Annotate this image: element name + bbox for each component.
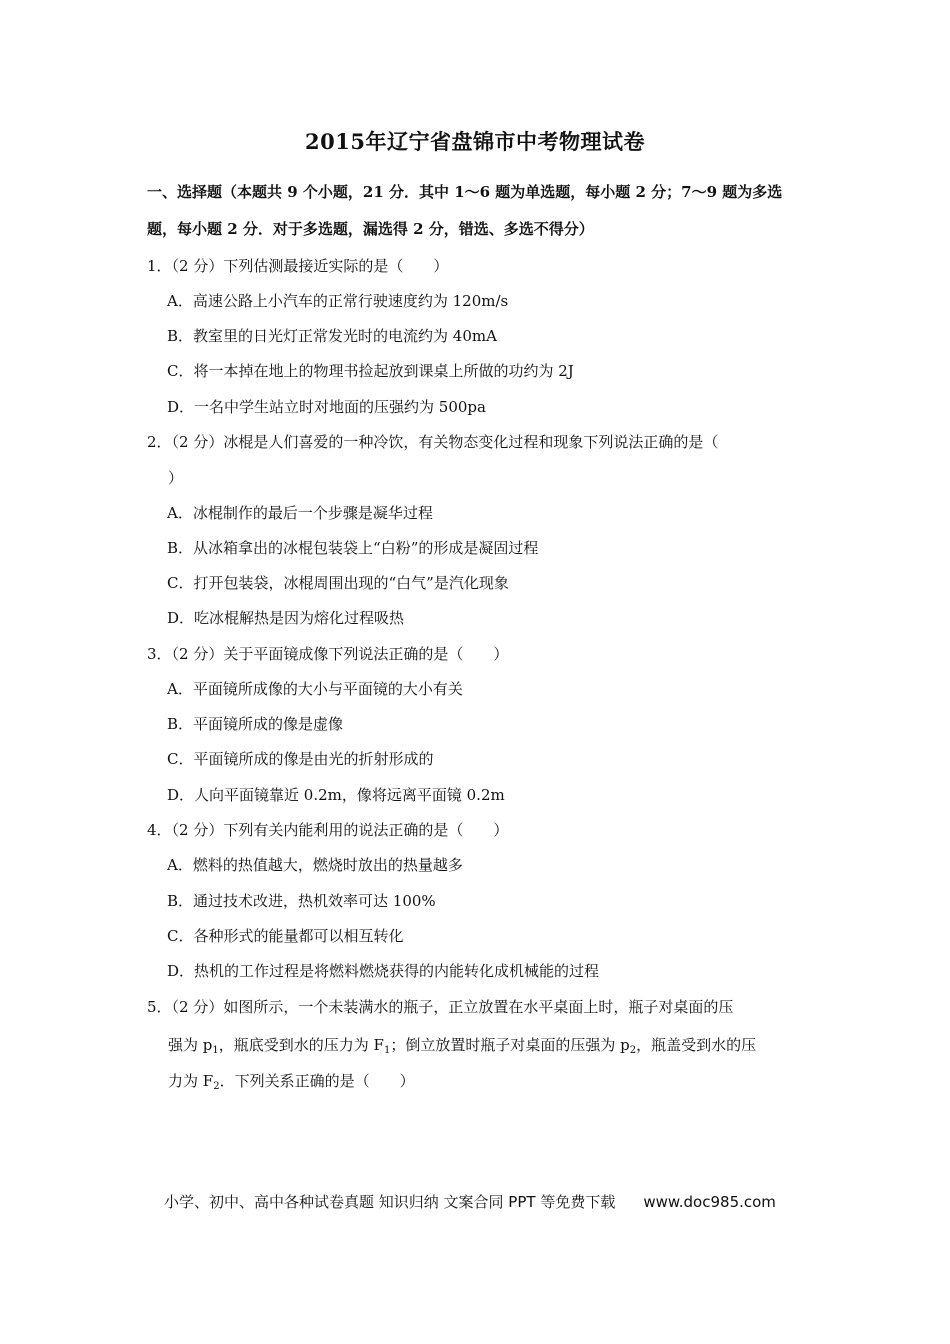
question-2-option-a: A．冰棍制作的最后一个步骤是凝华过程 <box>167 504 433 522</box>
footer <box>164 1191 776 1212</box>
footer-site-link[interactable]: www.doc985.com <box>643 1193 776 1211</box>
question-4-option-c: C．各种形式的能量都可以相互转化 <box>167 927 404 945</box>
question-4-stem: 4．（2 分）下列有关内能利用的说法正确的是（ ） <box>147 821 509 839</box>
question-4-option-b: B．通过技术改进，热机效率可达 100% <box>167 892 436 910</box>
section-heading-line-1: 一、选择题（本题共 9 个小题，21 分．其中 1～6 题为单选题，每小题 2 分；7～9 题为多选 <box>147 183 783 201</box>
question-2-stem-continuation: ） <box>168 469 184 487</box>
question-5-stem-line-2: 强为 $p_1$，瓶底受到水的压力为 $F_1$；倒立放置时瓶子对桌面的压强为 $p_2$，瓶盖受到水的压 <box>168 1036 757 1056</box>
question-2-option-c: C．打开包装袋，冰棍周围出现的“白气”是汽化现象 <box>167 574 509 592</box>
question-5-stem-line-3: 力为 $F_2$．下列关系正确的是（ ） <box>168 1072 415 1092</box>
question-1-option-b: B．教室里的日光灯正常发光时的电流约为 40mA <box>167 327 497 345</box>
question-3-option-b: B．平面镜所成的像是虚像 <box>167 715 344 733</box>
question-3-stem: 3．（2 分）关于平面镜成像下列说法正确的是（ ） <box>147 645 509 663</box>
question-1-option-c: C．将一本掉在地上的物理书捡起放到课桌上所做的功约为 2J <box>167 362 574 380</box>
page-title: 2015年辽宁省盘锦市中考物理试卷 <box>305 129 645 154</box>
question-1-option-a: A．高速公路上小汽车的正常行驶速度约为 120m/s <box>167 292 509 310</box>
question-3-option-c: C．平面镜所成的像是由光的折射形成的 <box>167 750 434 768</box>
question-5-stem: 5．（2 分）如图所示，一个未装满水的瓶子，正立放置在水平桌面上时，瓶子对桌面的压 <box>147 998 734 1016</box>
question-2-stem: 2．（2 分）冰棍是人们喜爱的一种冷饮，有关物态变化过程和现象下列说法正确的是（ <box>147 433 719 451</box>
question-1-stem: 1．（2 分）下列估测最接近实际的是（ ） <box>147 257 449 275</box>
question-2-option-b: B．从冰箱拿出的冰棍包装袋上“白粉”的形成是凝固过程 <box>167 539 539 557</box>
footer-text: 小学、初中、高中各种试卷真题 知识归纳 文案合同 PPT 等免费下载 <box>164 1193 616 1211</box>
question-3-option-d: D．人向平面镜靠近 0.2m，像将远离平面镜 0.2m <box>167 786 505 804</box>
question-4-option-a: A．燃料的热值越大，燃烧时放出的热量越多 <box>167 856 463 874</box>
question-3-option-a: A．平面镜所成像的大小与平面镜的大小有关 <box>167 680 463 698</box>
question-4-option-d: D．热机的工作过程是将燃料燃烧获得的内能转化成机械能的过程 <box>167 962 600 980</box>
question-2-option-d: D．吃冰棍解热是因为熔化过程吸热 <box>167 609 405 627</box>
section-heading-line-2: 题，每小题 2 分．对于多选题，漏选得 2 分，错选、多选不得分） <box>147 220 594 238</box>
question-1-option-d: D．一名中学生站立时对地面的压强约为 500pa <box>167 398 486 416</box>
